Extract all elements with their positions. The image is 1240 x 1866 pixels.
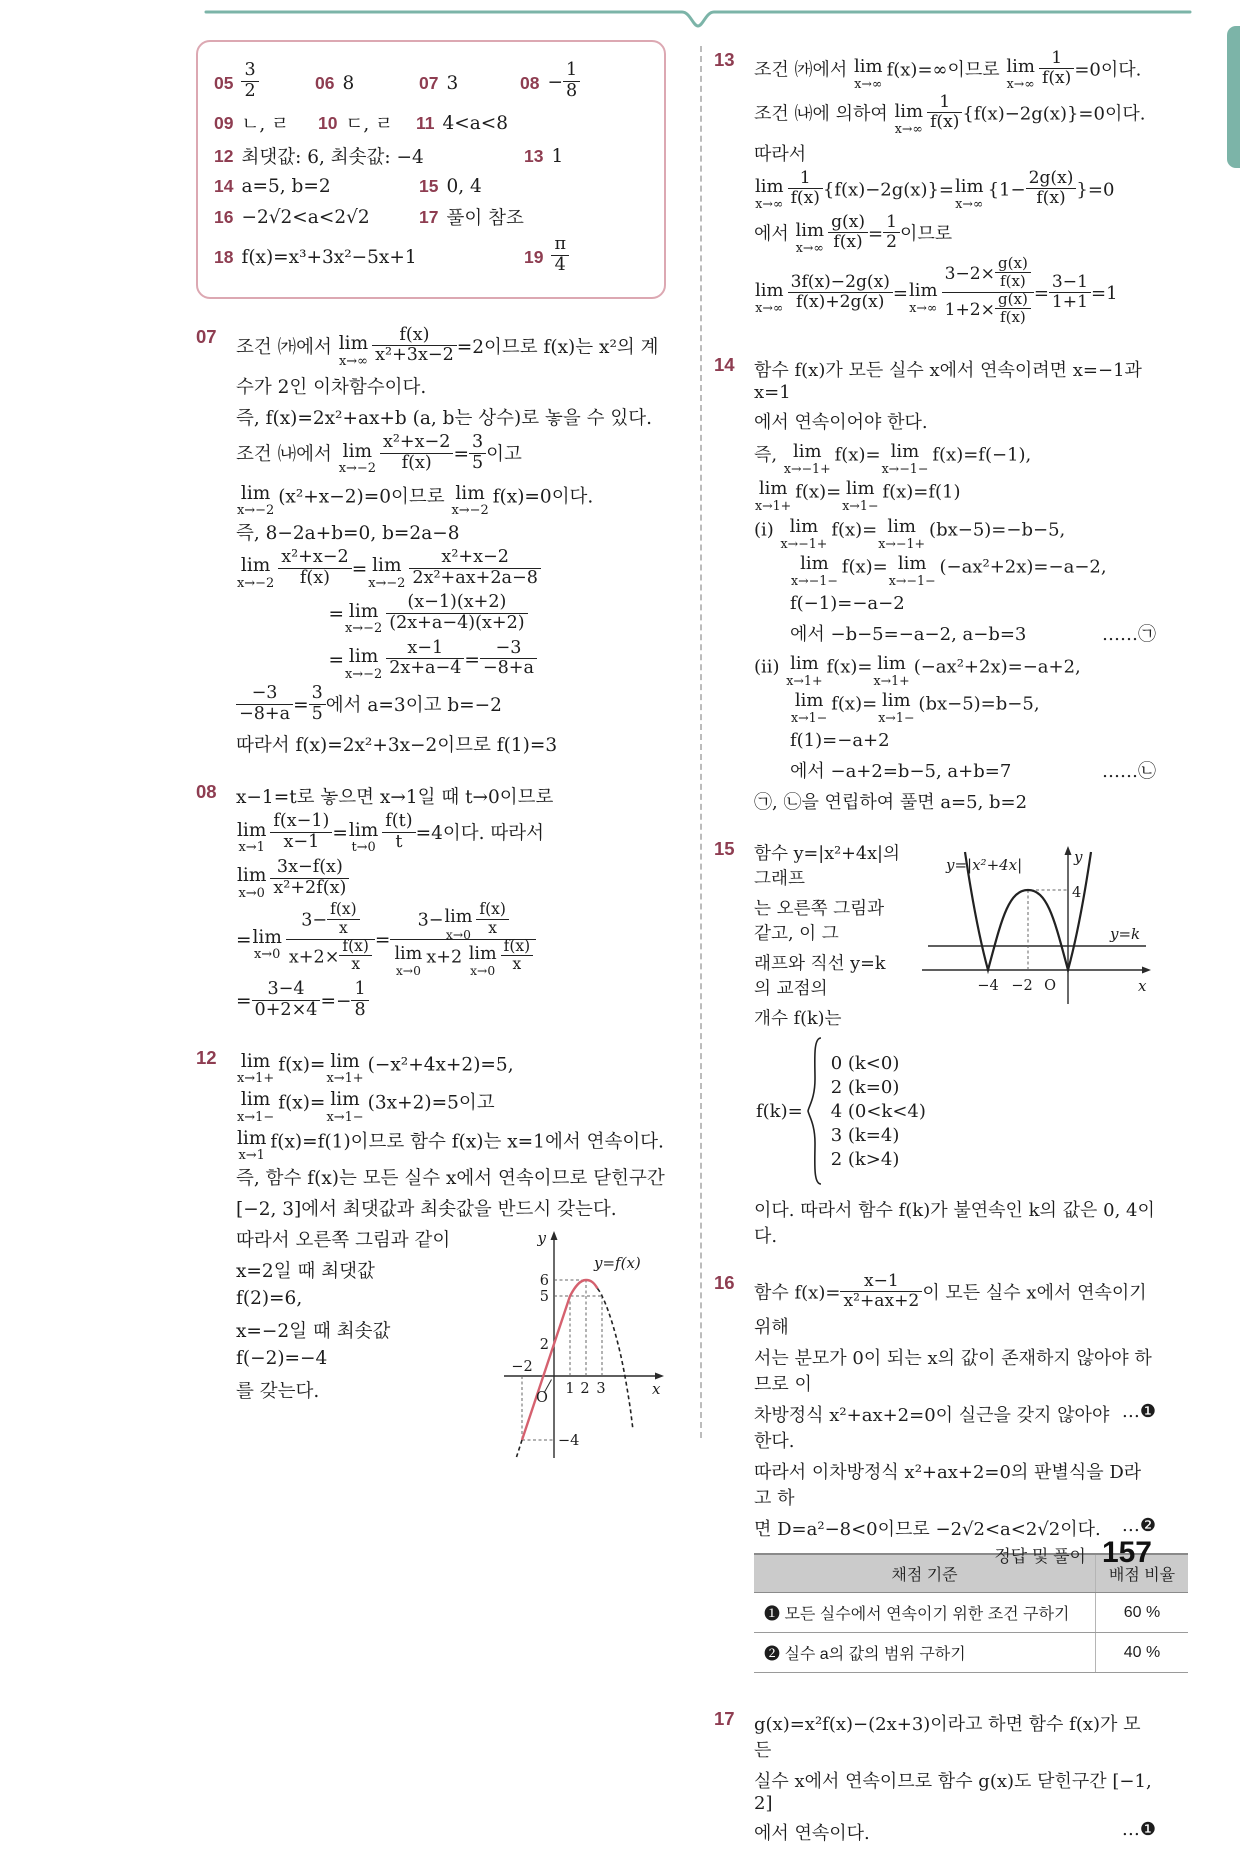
y-axis-label: y xyxy=(1074,848,1083,867)
curve-label: y=|x²+4x| xyxy=(946,856,1023,875)
math-line: ……㉠ 에서 −b−5=−a−2, a−b=3 xyxy=(754,623,1156,645)
answer-value: f(x)=x³+3x²−5x+1 xyxy=(241,247,417,269)
answer-number: 09 xyxy=(214,112,234,133)
answer-value: 풀이 참조 xyxy=(446,208,524,230)
solution-lines xyxy=(754,1271,1156,1541)
side-tab xyxy=(1227,26,1240,168)
answer-number: 07 xyxy=(419,72,439,93)
math-line: f(1)=−a+2 xyxy=(754,730,890,752)
page-footer xyxy=(994,1536,1152,1570)
score-criteria: ❷ 실수 a의 값의 범위 구하기 xyxy=(754,1633,1096,1673)
math-line: 3 (k=4) xyxy=(830,1124,900,1146)
problem-number: 17 xyxy=(714,1708,735,1730)
answer-value: ㄷ, ㄹ xyxy=(345,114,393,136)
answer-box xyxy=(196,40,666,299)
x-tick: −4 xyxy=(977,978,999,995)
piecewise-definition xyxy=(756,1035,1156,1187)
problem-number: 14 xyxy=(714,353,735,375)
answer-item xyxy=(214,247,524,268)
math-line: f(−2)=−4 xyxy=(236,1348,328,1370)
x-axis-arrow xyxy=(655,1373,664,1380)
column-divider xyxy=(700,46,702,1438)
math-line: f(−1)=−a−2 xyxy=(754,592,905,614)
score-criteria: ❶ 모든 실수에서 연속이기 위한 조건 구하기 xyxy=(754,1593,1096,1633)
x-tick: 3 xyxy=(596,1381,606,1398)
graph-section xyxy=(754,840,1156,1191)
solution-body xyxy=(754,351,1156,820)
left-column xyxy=(196,40,666,1482)
x-tick: 2 xyxy=(580,1381,590,1398)
answer-number: 08 xyxy=(520,72,540,93)
answer-row xyxy=(214,110,656,136)
math-line: 따라서 이차방정식 x²+ax+2=0의 판별식을 D라고 하 xyxy=(754,1462,1142,1510)
answer-row xyxy=(214,204,656,230)
math-line: $\frac{-3}{-8+a}$ = $\frac{3}{5}$ 에서 a=3이고 b=−2 xyxy=(236,686,666,726)
answer-number: 14 xyxy=(214,176,234,197)
math-line: 즉, f(x)=2x²+ax+b (a, b는 상수)로 놓을 수 있다. xyxy=(236,408,652,430)
math-line: lim x→−2 (x²+x−2)=0이므로 lim x→−2 f(x)=0이다. xyxy=(237,482,594,518)
answer-number: 06 xyxy=(315,72,335,93)
solution-15 xyxy=(714,835,1156,1253)
footer-label: 정답 및 풀이 xyxy=(994,1547,1086,1566)
origin-label: O xyxy=(536,1390,548,1407)
math-line: 2 (k>4) xyxy=(830,1148,900,1170)
page-number: 157 xyxy=(1101,1536,1152,1569)
problem-number: 07 xyxy=(196,325,217,347)
answer-value: $\frac{\pi}{4}$ xyxy=(551,237,569,277)
problem-number: 12 xyxy=(196,1046,217,1068)
score-table xyxy=(754,1553,1188,1673)
math-line: …❷ 면 D=a²−8<0이므로 −2√2<a<2√2이다. xyxy=(754,1515,1156,1541)
y-axis-arrow xyxy=(551,1231,558,1240)
x-axis-label: x xyxy=(652,1380,661,1399)
math-line: x=−2일 때 최솟값 xyxy=(236,1321,391,1343)
math-line: 조건 ㈏에 의하여 lim x→∞ $\frac{1}{f(x)}$ {f(x)−2g(x)}=0이다. xyxy=(754,92,1146,136)
math-line: x=2일 때 최댓값 xyxy=(236,1261,375,1283)
curve-label: y=f(x) xyxy=(594,1254,641,1273)
math-line: 실수 x에서 연속이므로 함수 g(x)도 닫힌구간 [−1, 2] xyxy=(754,1771,1152,1815)
math-line: = lim x→−2 $\frac{x-1}{2x+a-4}$ = $\frac{-3}{-8+a}$ xyxy=(236,641,666,681)
math-line: 4 (0<k<4) xyxy=(830,1100,926,1122)
math-line: 즉, lim x→−1+ f(x)= lim x→−1− f(x)=f(−1), xyxy=(754,440,1032,476)
math-line: …❶ 에서 연속이다. xyxy=(754,1819,1156,1845)
math-line: f(2)=6, xyxy=(236,1288,303,1310)
answer-item xyxy=(214,60,315,103)
answer-number: 16 xyxy=(214,206,234,227)
answer-value: − $\frac{1}{8}$ xyxy=(547,63,580,103)
answer-value: 최댓값: 6, 최솟값: −4 xyxy=(241,147,424,169)
solution-body xyxy=(754,46,1156,335)
answer-row xyxy=(214,176,656,197)
solution-08 xyxy=(196,778,666,1027)
score-value: 60 % xyxy=(1096,1593,1189,1633)
math-line: lim x→−1− f(x)= lim x→−1− (−ax²+2x)=−a−2, xyxy=(791,553,1107,589)
math-line: 함수 f(x)가 모든 실수 x에서 연속이려면 x=−1과 x=1 xyxy=(754,359,1142,403)
answer-item xyxy=(214,143,524,169)
answer-number: 10 xyxy=(318,112,338,133)
math-line: 수가 2인 이차함수이다. xyxy=(236,377,427,399)
math-line: = $\frac{3-4}{0+2\times 4}$ =− $\frac{1}{8}$ xyxy=(236,982,666,1022)
answer-item xyxy=(318,110,416,136)
answer-item xyxy=(315,73,419,94)
answer-number: 05 xyxy=(214,72,234,93)
y-tick: 2 xyxy=(539,1337,549,1354)
math-line: lim x→1+ f(x)= lim x→1+ (−x²+4x+2)=5, xyxy=(237,1050,514,1087)
math-line: 는 오른쪽 그림과 같고, 이 그 xyxy=(754,899,885,945)
answer-row xyxy=(214,60,656,103)
answer-row xyxy=(214,234,656,277)
solution-body xyxy=(754,1705,1156,1850)
x-tick: −2 xyxy=(1011,978,1033,995)
solution-16 xyxy=(714,1269,1176,1689)
math-line: …❶ 차방정식 x²+ax+2=0이 실근을 갖지 않아야 한다. xyxy=(754,1401,1156,1453)
score-table-row xyxy=(754,1633,1188,1673)
math-line: lim x→0 $\frac{3x-f(x)}{\text{x²+2f(x)}}$ xyxy=(236,860,666,900)
answer-row xyxy=(214,143,656,169)
math-line: ……㉡ 에서 −a+2=b−5, a+b=7 xyxy=(754,761,1156,783)
line-label: y=k xyxy=(1110,925,1141,944)
math-line: g(x)=x²f(x)−(2x+3)이라고 하면 함수 f(x)가 모든 xyxy=(754,1714,1141,1762)
piecewise-cases xyxy=(831,1050,926,1173)
math-line: lim x→1 $\frac{f(x-1)}{x-1}$ = lim t→0 $\frac{f(t)}{t}$ =4이다. 따라서 xyxy=(237,811,544,856)
solution-body xyxy=(236,1044,666,1466)
math-line: 이다. 따라서 함수 f(k)가 불연속인 k의 값은 0, 4이다. xyxy=(754,1200,1155,1248)
solution-07 xyxy=(196,323,666,763)
math-line: lim x→∞ $\frac{3f(x)-2g(x)}{f(x)+2g(x)}$ = lim x→∞ 3−2× $\frac{g(x)}{f(x)}$ 1+2× $\frac{g(x)}{f(x)}$ = $\frac{3-1}{1+1}$ =1 xyxy=(755,254,1118,326)
answer-value: 0, 4 xyxy=(446,176,482,198)
solution-body xyxy=(754,1269,1176,1689)
curve-dashed-left xyxy=(517,1440,523,1457)
origin-label: O xyxy=(1044,978,1056,995)
answer-value: $\frac{3}{2}$ xyxy=(241,63,258,103)
math-line: 에서 연속이어야 한다. xyxy=(754,411,928,433)
dashed-guides xyxy=(1028,890,1068,970)
answer-value: 1 xyxy=(551,145,564,167)
math-line: 따라서 오른쪽 그림과 같이 xyxy=(236,1230,451,1252)
answer-value: ㄴ, ㄹ xyxy=(241,114,289,136)
answer-value: −2√2<a<2√2 xyxy=(241,206,370,228)
answer-number: 13 xyxy=(524,145,544,166)
right-column xyxy=(714,46,1176,1866)
math-line: 즉, 함수 f(x)는 모든 실수 x에서 연속이므로 닫힌구간 xyxy=(236,1168,665,1190)
math-line: 함수 y=|x²+4x|의 그래프 xyxy=(754,844,900,890)
answer-item xyxy=(214,176,419,197)
math-line: 개수 f(k)는 xyxy=(754,1009,842,1030)
solution-14 xyxy=(714,351,1156,820)
score-table-header-ratio: 배점 비율 xyxy=(1096,1554,1189,1593)
math-line: 서는 분모가 0이 되는 x의 값이 존재하지 않아야 하므로 이 xyxy=(754,1348,1152,1396)
y-axis-arrow xyxy=(1065,846,1072,855)
solution-lines xyxy=(236,1049,666,1221)
math-line: lim x→−2 $\frac{\text{x²+x−2}}{f(x)}$ = lim x→−2 $\frac{\text{x²+x−2}}{\text{2x²+ax+2a−8}}$ xyxy=(236,550,666,590)
y-tick-negative: −4 xyxy=(558,1433,580,1450)
answer-item xyxy=(419,73,520,94)
answer-number: 17 xyxy=(419,206,439,227)
y-tick: 5 xyxy=(539,1289,549,1306)
math-line: 래프와 직선 y=k의 교점의 xyxy=(754,954,886,1000)
answer-number: 15 xyxy=(419,176,439,197)
math-line: lim x→1− f(x)= lim x→1− (3x+2)=5이고 xyxy=(237,1089,495,1125)
answer-item xyxy=(524,234,569,277)
answer-value: 3 xyxy=(446,72,459,94)
problem-number: 13 xyxy=(714,49,735,70)
y-axis-label: y xyxy=(537,1229,546,1248)
math-line: ㉠, ㉡을 연립하여 풀면 a=5, b=2 xyxy=(754,792,1028,814)
curve-dashed-right xyxy=(598,1289,634,1431)
math-line: 함수 f(x)= $\frac{x-1}{\text{x²+ax+2}}$ 이 모든 실수 x에서 연속이기 위해 xyxy=(754,1271,1147,1339)
x-axis-label: x xyxy=(1138,977,1147,996)
math-line: 즉, 8−2a+b=0, b=2a−8 xyxy=(236,522,460,544)
math-line: 에서 lim x→∞ $\frac{g(x)}{f(x)}$ = $\frac{1}{2}$ 이므로 xyxy=(754,211,953,256)
problem-number: 15 xyxy=(714,838,735,860)
graph-problem-15 xyxy=(908,840,1156,1008)
math-line: lim x→1− f(x)= lim x→1− (bx−5)=b−5, xyxy=(791,690,1040,726)
x-tick-negative: −2 xyxy=(511,1359,533,1376)
answer-item xyxy=(214,207,419,228)
math-line: (ii) lim x→1+ f(x)= lim x→1+ (−ax²+2x)=−a+2, xyxy=(754,652,1081,688)
math-line: 0 (k<0) xyxy=(830,1052,900,1074)
graph-problem-12 xyxy=(494,1226,666,1462)
math-line: [−2, 3]에서 최댓값과 최솟값을 반드시 갖는다. xyxy=(236,1199,617,1221)
piecewise-lhs: f(k)= xyxy=(756,1100,803,1122)
answer-item xyxy=(520,60,580,103)
answer-number: 12 xyxy=(214,145,234,166)
math-line: lim x→1+ f(x)= lim x→1− f(x)=f(1) xyxy=(755,478,961,514)
math-line: lim x→∞ $\frac{1}{f(x)}$ {f(x)−2g(x)}= lim x→∞ {1− $\frac{2g(x)}{f(x)}$ }=0 xyxy=(755,167,1115,211)
math-line: (i) lim x→−1+ f(x)= lim x→−1+ (bx−5)=−b−5, xyxy=(754,515,1066,551)
problem-number: 08 xyxy=(196,781,217,803)
math-line: 2 (k=0) xyxy=(830,1076,900,1098)
score-table-row xyxy=(754,1593,1188,1633)
graph-section xyxy=(236,1226,666,1466)
answer-number: 18 xyxy=(214,247,234,268)
answer-value: 4<a<8 xyxy=(442,112,509,134)
y-tick: 6 xyxy=(539,1273,549,1290)
solution-17 xyxy=(714,1705,1156,1850)
math-line: x−1=t로 놓으면 x→1일 때 t→0이므로 xyxy=(236,787,554,809)
answer-number: 19 xyxy=(524,247,544,268)
solution-body xyxy=(236,778,666,1027)
answer-number: 11 xyxy=(416,112,435,133)
score-table-header-criteria: 채점 기준 xyxy=(754,1554,1096,1593)
answer-value: a=5, b=2 xyxy=(241,176,331,198)
x-axis-arrow xyxy=(1142,967,1151,974)
score-value: 40 % xyxy=(1096,1633,1189,1673)
answer-item xyxy=(524,146,563,167)
math-line: = lim x→−2 $\frac{(x-1)(x+2)}{(2x+a-4)(x+2)}$ xyxy=(236,595,666,635)
answer-item xyxy=(419,176,482,197)
solution-12 xyxy=(196,1044,666,1466)
math-line: 따라서 xyxy=(754,143,807,165)
solution-body xyxy=(236,323,666,763)
math-line: = lim x→0 3− $\frac{f(x)}{x}$ x+2× $\frac{f(x)}{x}$ = 3− lim x→0 $\frac{f(x)}{x}$ lim x→0 x+2 lim x→0 $\frac{f(x)}{x}$ xyxy=(236,905,666,977)
answer-value: 8 xyxy=(342,72,355,94)
problem-number: 16 xyxy=(714,1272,735,1294)
dashed-guides xyxy=(522,1280,602,1440)
math-line: 조건 ㈎에서 lim x→∞ $\frac{f(x)}{\text{x²+3x−2}}$ =2이므로 f(x)는 x²의 계 xyxy=(236,324,659,369)
math-line: lim x→1 f(x)=f(1)이므로 함수 f(x)는 x=1에서 연속이다. xyxy=(237,1127,664,1164)
top-accent-line xyxy=(204,8,1192,30)
math-line: 따라서 f(x)=2x²+3x−2이므로 f(1)=3 xyxy=(236,735,558,757)
math-line: 를 갖는다. xyxy=(236,1381,320,1403)
x-tick: 1 xyxy=(565,1381,575,1398)
math-line: 조건 ㈏에서 lim x→−2 $\frac{\text{x²+x−2}}{f(x)}$ = $\frac{3}{5}$ 이고 xyxy=(236,432,522,477)
answer-item xyxy=(214,110,318,136)
math-line: 조건 ㈎에서 lim x→∞ f(x)=∞이므로 lim x→∞ $\frac{1}{f(x)}$ =0이다. xyxy=(754,48,1142,92)
solution-13 xyxy=(714,46,1156,335)
y-tick: 4 xyxy=(1072,885,1082,902)
solution-body xyxy=(754,835,1156,1253)
answer-item xyxy=(416,113,508,134)
answer-item xyxy=(419,204,524,230)
piecewise-brace xyxy=(806,1035,823,1187)
